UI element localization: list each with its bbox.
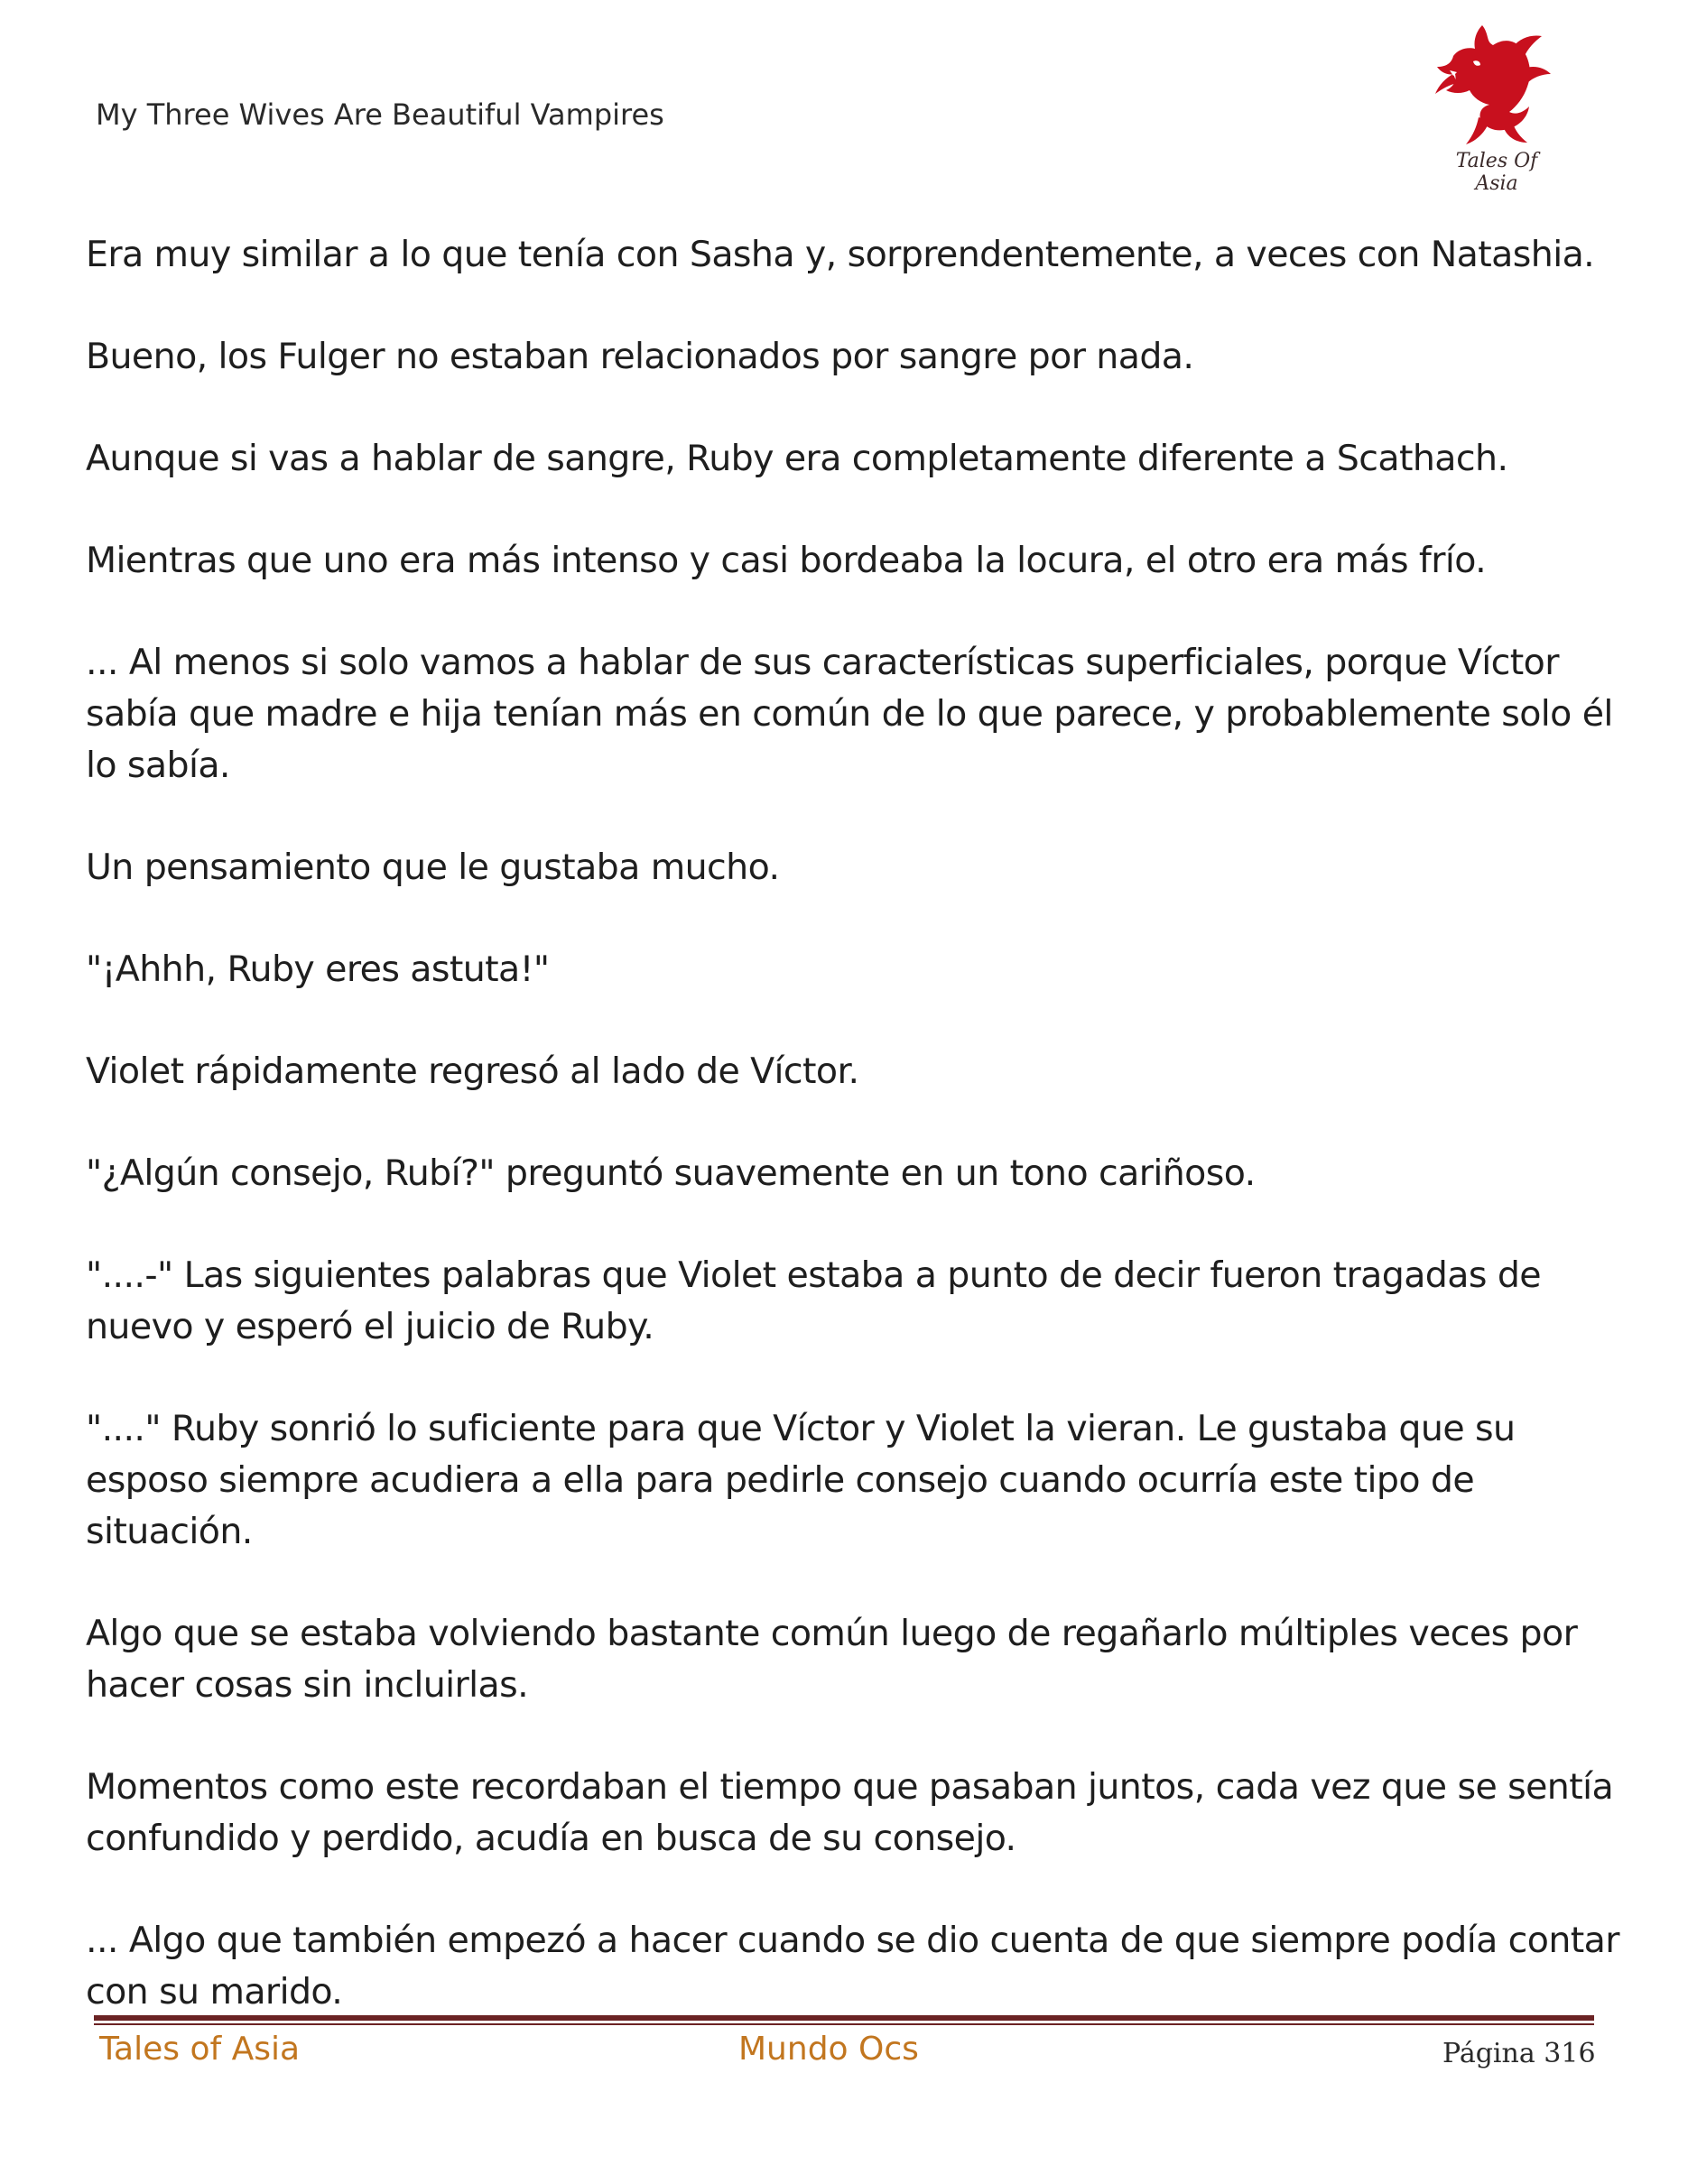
footer-center-label: Mundo Ocs [738,2031,919,2068]
paragraph: Mientras que uno era más intenso y casi bordeaba la locura, el otro era más frío. [86,540,1487,581]
paragraph: ... Al menos si solo vamos a hablar de sus características superficiales, porque Víctor sabía que madre e hija tenían más en común de lo que parece, y probablemente solo él lo sabía. [86,642,1613,786]
paragraph: Aunque si vas a hablar de sangre, Ruby era completamente diferente a Scathach. [86,438,1508,479]
paragraph: ... Algo que también empezó a hacer cuando se dio cuenta de que siempre podía contar con su marido. [86,1920,1619,2013]
footer-divider [94,2015,1594,2025]
footer-divider-thick [94,2015,1594,2021]
body-text [86,229,1620,2068]
paragraph: "¡Ahhh, Ruby eres astuta!" [86,949,550,990]
red-dragon-icon [1426,22,1562,157]
paragraph: Algo que se estaba volviendo bastante común luego de regañarlo múltiples veces por hacer cosas sin incluirlas. [86,1613,1578,1706]
paragraph: Momentos como este recordaban el tiempo que pasaban juntos, cada vez que se sentía confundido y perdido, acudía en busca de su consejo. [86,1766,1614,1859]
tales-of-asia-logo [1426,22,1562,195]
footer-divider-thin [94,2023,1594,2025]
logo-text: Tales Of Asia [1455,150,1538,195]
paragraph: Era muy similar a lo que tenía con Sasha y, sorprendentemente, a veces con Natashia. [86,234,1595,275]
header-title: My Three Wives Are Beautiful Vampires [96,97,664,132]
paragraph: "...." Ruby sonrió lo suficiente para que Víctor y Violet la vieran. Le gustaba que su esposo siempre acudiera a ella para pedirle consejo cuando ocurría este tipo de situación. [86,1408,1516,1552]
paragraph: Un pensamiento que le gustaba mucho. [86,847,780,888]
paragraph: Violet rápidamente regresó al lado de Víctor. [86,1050,859,1092]
paragraph: "¿Algún consejo, Rubí?" preguntó suavemente en un tono cariñoso. [86,1152,1256,1194]
paragraph: "....-" Las siguientes palabras que Violet estaba a punto de decir fueron tragadas de nuevo y esperó el juicio de Ruby. [86,1254,1541,1347]
paragraph: Bueno, los Fulger no estaban relacionados por sangre por nada. [86,336,1194,377]
footer-left-label: Tales of Asia [99,2031,301,2068]
page-number: Página 316 [1442,2038,1596,2069]
